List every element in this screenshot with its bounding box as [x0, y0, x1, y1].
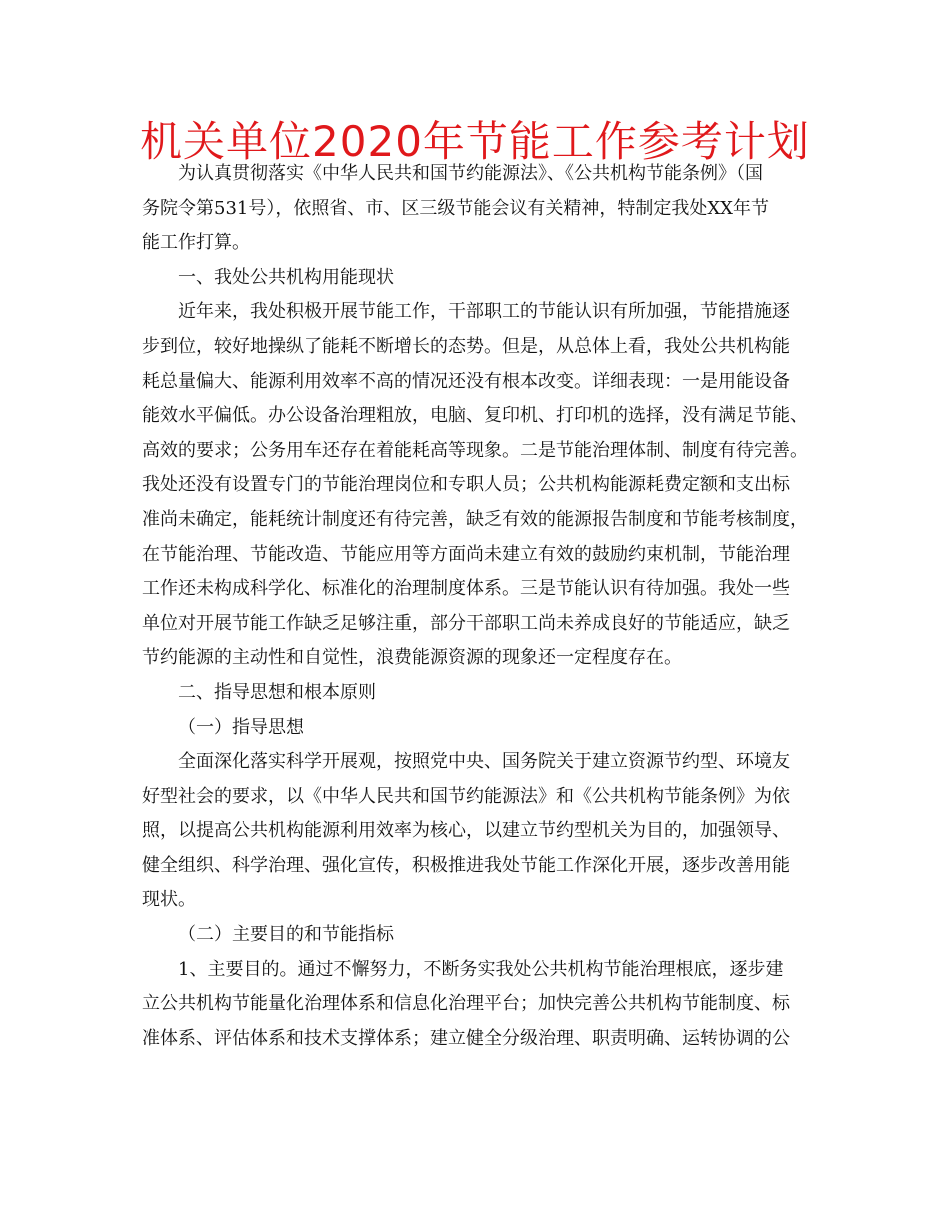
text-line: 二、指导思想和根本原则	[178, 681, 376, 703]
text-line: 为认真贯彻落实《中华人民共和国节约能源法》、《公共机构节能条例》（国	[178, 163, 763, 184]
text-line: 一、我处公共机构用能现状	[178, 266, 394, 288]
text-line: 立公共机构节能量化治理体系和信息化治理平台；加快完善公共机构节能制度、标	[142, 993, 790, 1015]
text-line: 在节能治理、节能改造、节能应用等方面尚未建立有效的鼓励约束机制，节能治理	[142, 543, 790, 565]
text-line: 务院令第531号），依照省、市、区三级节能会议有关精神，特制定我处XX年节	[142, 197, 769, 219]
page-title: 机关单位2020年节能工作参考计划	[140, 117, 810, 166]
text-line: 准体系、评估体系和技术支撑体系；建立健全分级治理、职责明确、运转协调的公	[142, 1027, 790, 1049]
document-body	[142, 157, 822, 1056]
text-line: 照，以提高公共机构能源利用效率为核心，以建立节约型机关为目的，加强领导、	[142, 820, 790, 842]
text-line: 高效的要求；公务用车还存在着能耗高等现象。二是节能治理体制、制度有待完善。	[142, 439, 808, 461]
text-line: 全面深化落实科学开展观，按照党中央、国务院关于建立资源节约型、环境友	[178, 751, 790, 773]
text-line: 健全组织、科学治理、强化宣传，积极推进我处节能工作深化开展，逐步改善用能	[142, 854, 790, 876]
text-line: （二）主要目的和节能指标	[178, 924, 394, 946]
text-line: 耗总量偏大、能源利用效率不高的情况还没有根本改变。详细表现：一是用能设备	[142, 370, 790, 392]
text-line: 步到位，较好地操纵了能耗不断增长的态势。但是，从总体上看，我处公共机构能	[142, 335, 790, 357]
text-line: 1、主要目的。通过不懈努力，不断务实我处公共机构节能治理根底，逐步建	[178, 958, 784, 980]
text-line: 节约能源的主动性和自觉性，浪费能源资源的现象还一定程度存在。	[142, 647, 682, 669]
text-line: （一）指导思想	[178, 716, 304, 738]
text-line: 现状。	[142, 889, 196, 911]
text-line: 能效水平偏低。办公设备治理粗放，电脑、复印机、打印机的选择，没有满足节能、	[142, 405, 808, 427]
text-line: 我处还没有设置专门的节能治理岗位和专职人员；公共机构能源耗费定额和支出标	[142, 474, 790, 496]
text-line: 准尚未确定，能耗统计制度还有待完善，缺乏有效的能源报告制度和节能考核制度，	[142, 508, 808, 530]
text-line: 能工作打算。	[142, 232, 250, 254]
text-line: 工作还未构成科学化、标准化的治理制度体系。三是节能认识有待加强。我处一些	[142, 578, 790, 600]
text-line: 单位对开展节能工作缺乏足够注重，部分干部职工尚未养成良好的节能适应，缺乏	[142, 612, 790, 634]
text-line: 近年来，我处积极开展节能工作，干部职工的节能认识有所加强，节能措施逐	[178, 301, 790, 323]
text-line: 好型社会的要求，以《中华人民共和国节约能源法》和《公共机构节能条例》为依	[142, 785, 790, 807]
